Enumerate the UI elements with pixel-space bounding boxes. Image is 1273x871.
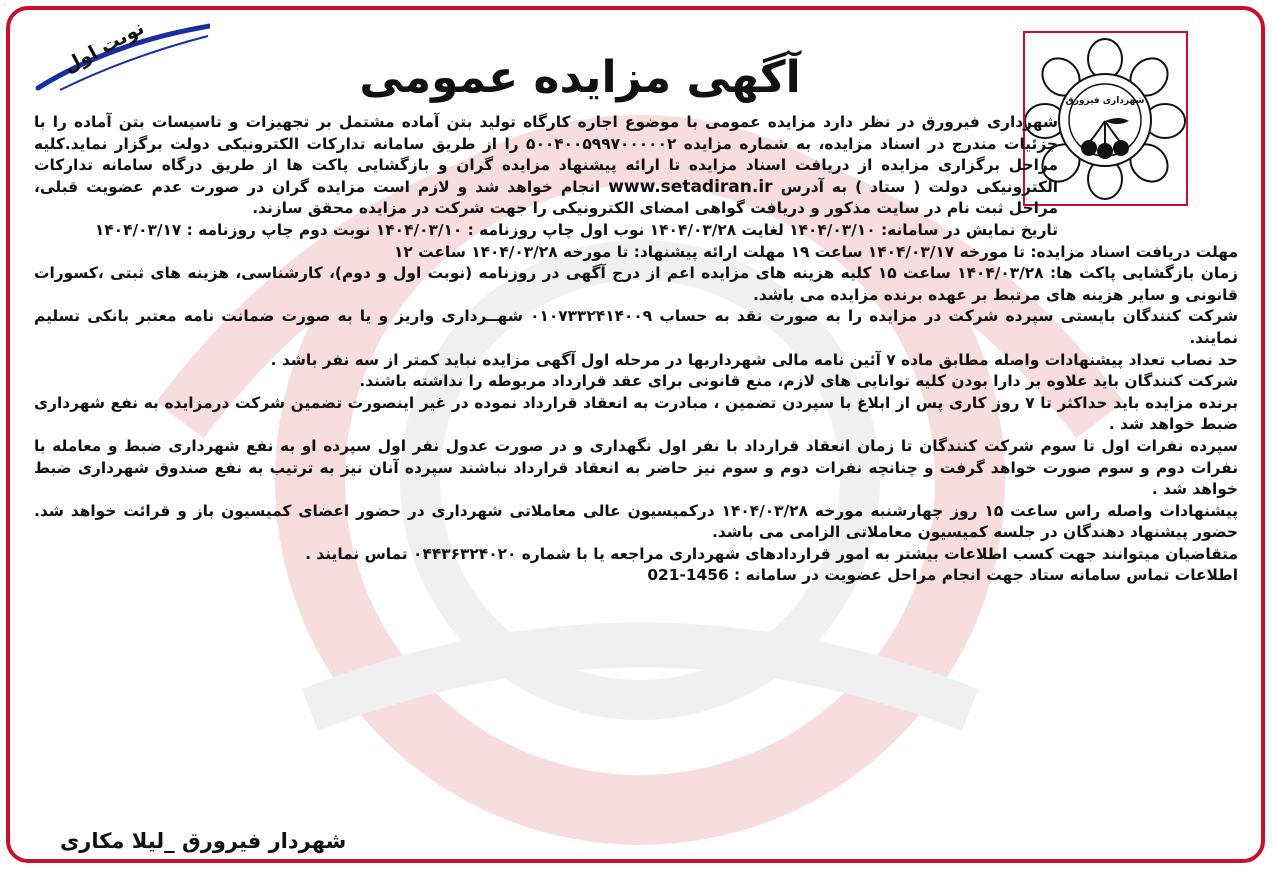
setad-url: www.setadiran.ir <box>608 176 773 197</box>
stamp-label: نوبت اول <box>60 16 148 78</box>
deposit-paragraph: شرکت کنندگان بایستی سپرده شرکت در مزایده را به صورت نقد به حساب ۰۱۰۷۳۳۲۴۱۴۰۰۹ شهــرداری واریز و یا به صورت ضمانت نامه معتبر بانکی تسلیم نمایند. <box>34 307 1238 347</box>
contact-phone: 021-1456 <box>647 566 729 585</box>
winner-paragraph: برنده مزایده باید حداکثر تا ۷ روز کاری پس از ابلاغ با سپردن تضمین ، مبادرت به انعقاد قرارداد نموده در غیر اینصورت تضمین شرکت درمزایده به نفع شهرداری ضبط خواهد شد . <box>34 393 1238 434</box>
intro-paragraph <box>34 112 1238 220</box>
info-paragraph: متقاضیان میتوانند جهت کسب اطلاعات بیشتر به امور قراردادهای شهرداری مراجعه یا با شماره ۰۴۴۳۶۳۲۴۰۲۰ تماس نمایند . <box>305 544 1238 563</box>
opening-paragraph: زمان بازگشایی پاکت ها: ۱۴۰۴/۰۳/۲۸ ساعت ۱۵ کلیه هزینه های مزایده اعم از درج آگهی در روزنامه (نوبت اول و دوم)، کارشناسی، هزینه های ثبتی ،کسورات قانونی و سایر هزینه های مرتبط بر عهده برنده مزایده می باشد. <box>34 264 1238 304</box>
commission-paragraph: پیشنهادات واصله راس ساعت ۱۵ روز چهارشنبه مورخه ۱۴۰۴/۰۳/۲۸ درکمیسیون عالی معاملاتی شهرداری در حضور اعضای کمیسیون باز و قرائت خواهد شد. حضور پیشنهاد دهندگان در جلسه کمیسیون معاملاتی الزامی می باشد. <box>34 501 1239 542</box>
deadline-dates-line: مهلت دریافت اسناد مزایده: تا مورخه ۱۴۰۴/۰۳/۱۷ ساعت ۱۹ مهلت ارائه پیشنهاد: تا مورخه ۱۴۰۴/۰۳/۲۸ ساعت ۱۲ <box>393 242 1238 261</box>
intro-text-b: انجام خواهد شد و لازم است مزایده گران در صورت عدم عضویت قبلی، مراحل ثبت نام در سایت مذکور و دریافت گواهی امضای الکترونیکی را جهت شرکت در مزایده محقق سازند. <box>34 177 1058 218</box>
intro-text-a: شهرداری فیرورق در نظر دارد مزایده عمومی با موضوع اجاره کارگاه تولید بتن آماده مشتمل بر تجهیزات و تاسیسات بتن آماده را با جزئیات مندرج در اسناد مزایده، به شماره مزایده ۵۰۰۴۰۰۵۹۹۷۰۰۰۰۰۲ را از طریق سامانه تدارکات الکترونیکی دولت برگزار نماید.کلیه مراحل برگزاری مزایده از دریافت اسناد مزایده تا ارائه پیشنهاد مزایده گران و بازگشایی پاکت ها از طریق درگاه سامانه تدارکات الکترونیکی دولت ( ستاد ) به آدرس <box>34 113 1059 196</box>
logo-ring-text: شهرداری فیرورق <box>1065 96 1145 106</box>
mayor-signature: شهردار فیرورق _لیلا مکاری <box>60 829 347 853</box>
quorum-paragraph: حد نصاب تعداد پیشنهادات واصله مطابق ماده ۷ آئین نامه مالی شهرداریها در مرحله اول آگهی مزایده نباید کمتر از سه نفر باشد . <box>270 350 1238 369</box>
legal-paragraph: شرکت کنندگان باید علاوه بر دارا بودن کلیه توانایی های لازم، منع قانونی برای عقد قرارداد مربوطه را نداشته باشند. <box>359 372 1238 391</box>
contact-prefix: اطلاعات تماس سامانه ستاد جهت انجام مراحل عضویت در سامانه : <box>734 566 1238 585</box>
page-title: آگهی مزایده عمومی <box>359 52 801 103</box>
contact-paragraph <box>34 565 1238 587</box>
advertisement-body <box>34 112 1238 587</box>
first-round-stamp <box>20 18 210 98</box>
forfeit-paragraph: سپرده نفرات اول تا سوم شرکت کنندگان تا زمان انعقاد قرارداد با نفر اول نگهداری و در صورت عدول نفر اول سپرده او به نفع شهرداری ضبط و معامله با نفرات دوم و سوم صورت خواهد گرفت و چنانچه نفرات دوم و سوم نیز حاضر به انعقاد قرارداد نباشند سپرده آنان نیز به ترتیب به نفع صندوق شهرداری ضبط خواهد شد . <box>34 436 1238 499</box>
publish-dates-line: تاریخ نمایش در سامانه: ۱۴۰۴/۰۳/۱۰ لغایت ۱۴۰۴/۰۳/۲۸ نوب اول چاپ روزنامه : ۱۴۰۴/۰۳/۱۰ نوبت دوم چاپ روزنامه : ۱۴۰۴/۰۳/۱۷ <box>94 220 1058 239</box>
